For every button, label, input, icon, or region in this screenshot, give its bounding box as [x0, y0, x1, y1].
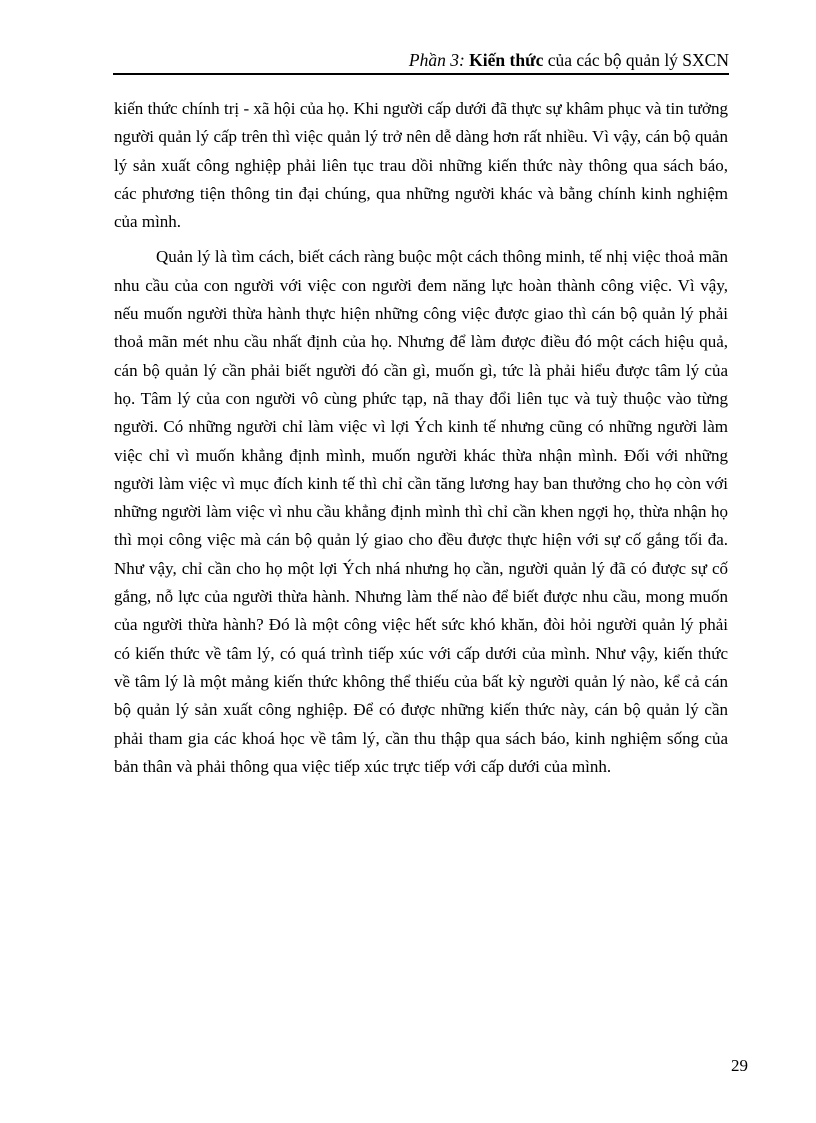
- running-header: [113, 49, 729, 71]
- page-number: 29: [731, 1056, 748, 1075]
- header-section-label: Phần 3:: [408, 50, 465, 70]
- paragraph-continuation: kiến thức chính trị - xã hội của họ. Khi người cấp dưới đã thực sự khâm phục và tin tưởng người quản lý cấp trên thì việc quản lý trở nên dễ dàng hơn rất nhiều. Vì vậy, cán bộ quản lý sản xuất công nghiệp phải liên tục trau dồi những kiến thức này thông qua sách báo, các phương tiện thông tin đại chúng, qua những người khác và bằng chính kinh nghiệm của mình.: [114, 99, 728, 232]
- body-text: [114, 95, 728, 788]
- header-divider: [113, 73, 729, 75]
- header-title-rest: của các bộ quản lý SXCN: [543, 50, 729, 70]
- paragraph-management-psychology: Quản lý là tìm cách, biết cách ràng buộc một cách thông minh, tế nhị việc thoả mãn nhu cầu của con người với việc con người đem năng lực hoàn thành công việc. Vì vậy, nếu muốn người thừa hành thực hiện những công việc được giao thì cán bộ quản lý phải thoả mãn mét nhu cầu nhất định của họ. Nhưng để làm được điều đó một cách hiệu quả, cán bộ quản lý cần phải biết người đó cần gì, muốn gì, tức là phải hiểu được tâm lý của họ. Tâm lý của con người vô cùng phức tạp, nã thay đổi liên tục và tuỳ thuộc vào từng người. Có những người chỉ làm việc vì lợi Ých kinh tế nhưng cũng có những người làm việc chỉ vì muốn khẳng định mình, muốn người khác thừa nhận mình. Đối với những người làm việc vì mục đích kinh tế thì chỉ cần tăng lương hay ban thưởng cho họ còn với những người làm việc vì nhu cầu khẳng định mình thì chỉ cần khen ngợi họ, thừa nhận họ thì mọi công việc mà cán bộ quản lý giao cho đều được thực hiện với sự cố gắng tối đa. Như vậy, chỉ cần cho họ một lợi Ých nhá nhưng họ cần, người quản lý đã có được sự cố gắng, nỗ lực của người thừa hành. Nhưng làm thế nào để biết được nhu cầu, mong muốn của người thừa hành? Đó là một công việc hết sức khó khăn, đòi hỏi người quản lý phải có kiến thức về tâm lý, có quá trình tiếp xúc với cấp dưới của mình. Như vậy, kiến thức về tâm lý là một mảng kiến thức không thể thiếu của bất kỳ người quản lý nào, kể cả cán bộ quản lý sản xuất công nghiệp. Để có được những kiến thức này, cán bộ quản lý cần phải tham gia các khoá học về tâm lý, cần thu thập qua sách báo, kinh nghiệm sống của bản thân và phải thông qua việc tiếp xúc trực tiếp với cấp dưới của mình.: [114, 247, 728, 776]
- header-title-bold: Kiến thức: [469, 50, 544, 70]
